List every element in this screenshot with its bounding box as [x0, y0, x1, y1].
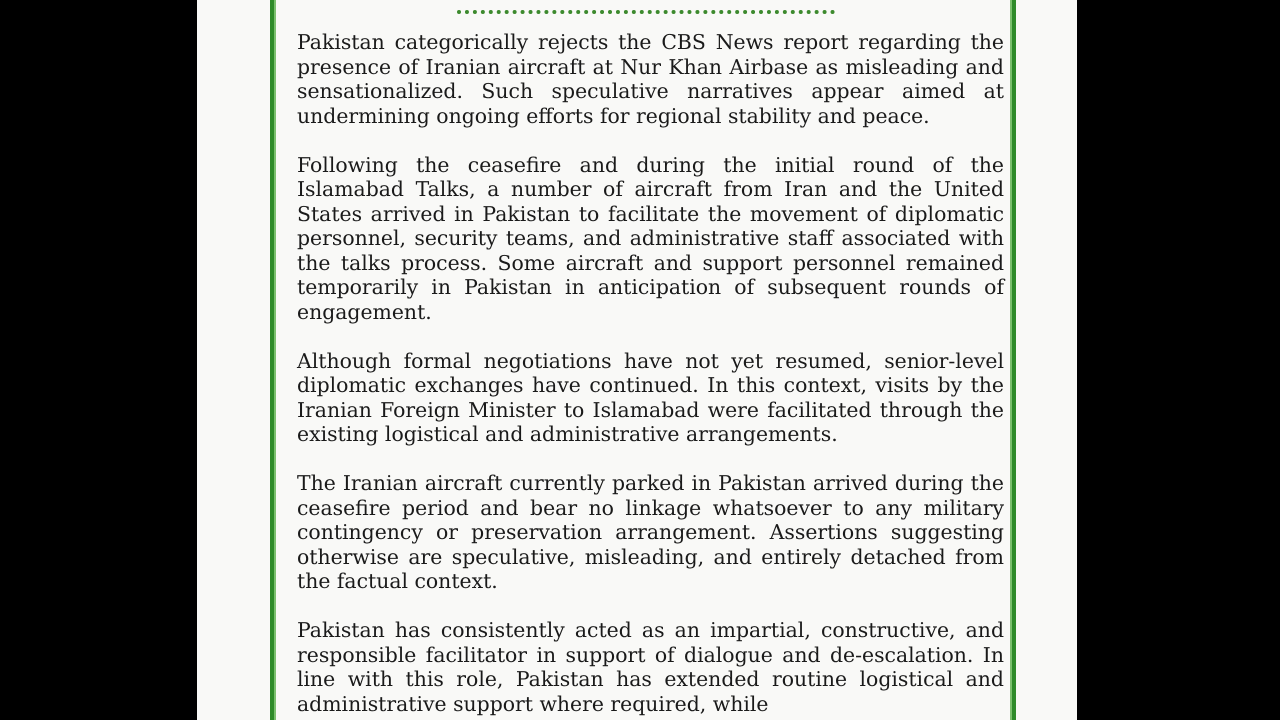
dotted-separator: [457, 10, 835, 14]
paragraph: Pakistan has consistently acted as an impartial, constructive, and responsible facilitator in support of dialogue and de-escalation. In line with this role, Pakistan has extended routine logistical and administrative support where required, while: [297, 618, 1004, 716]
paragraph: The Iranian aircraft currently parked in Pakistan arrived during the ceasefire period and bear no linkage whatsoever to any military contingency or preservation arrangement. Assertions suggesting otherwise are speculative, misleading, and entirely detached from the factual context.: [297, 471, 1004, 593]
statement-document: [197, 0, 1077, 720]
paragraph: Although formal negotiations have not yet resumed, senior-level diplomatic exchanges have continued. In this context, visits by the Iranian Foreign Minister to Islamabad were facilitated through the existing logistical and administrative arrangements.: [297, 348, 1004, 446]
paragraph: Following the ceasefire and during the initial round of the Islamabad Talks, a number of aircraft from Iran and the United States arrived in Pakistan to facilitate the movement of diplomatic personnel, security teams, and administrative staff associated with the talks process. Some aircraft and support personnel remained temporarily in Pakistan in anticipation of subsequent rounds of engagement.: [297, 152, 1004, 324]
paragraph: Pakistan categorically rejects the CBS News report regarding the presence of Iranian aircraft at Nur Khan Airbase as misleading and sensationalized. Such speculative narratives appear aimed at undermining ongoing efforts for regional stability and peace.: [297, 30, 1004, 128]
statement-body: [297, 30, 1004, 720]
